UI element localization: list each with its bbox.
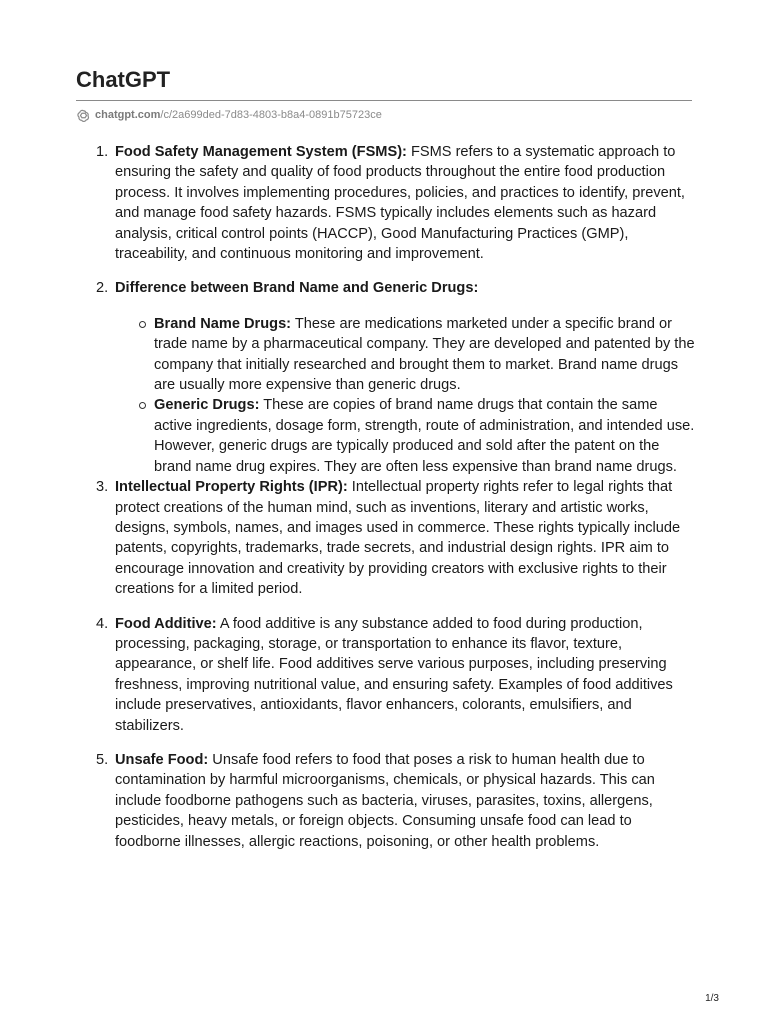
list-item-food-additive <box>96 614 695 736</box>
item-term: Intellectual Property Rights (IPR): <box>115 479 348 496</box>
openai-logo-icon <box>77 109 90 122</box>
item-number: 3. <box>96 479 109 496</box>
item-number: 5. <box>96 751 109 768</box>
item-number: 2. <box>96 280 109 297</box>
list-item-unsafe-food <box>96 750 695 852</box>
item-term: Difference between Brand Name and Generic Drugs: <box>115 280 479 297</box>
sub-item-term: Generic Drugs: <box>154 397 260 414</box>
item-text: Unsafe food refers to food that poses a risk to human health due to contamination by harmful microorganisms, chemicals, or physical hazards. This can include foodborne pathogens such as bacteria, viruses, parasites, toxins, allergens, pesticides, heavy metals, or foreign objects. Consuming unsafe food can lead to foodborne illnesses, allergic reactions, poisoning, or other health problems. <box>115 751 655 850</box>
bullet-list <box>115 314 695 477</box>
sub-item-term: Brand Name Drugs: <box>154 315 292 332</box>
list-item-fsms <box>96 142 695 264</box>
item-term: Unsafe Food: <box>115 751 209 768</box>
item-number: 1. <box>96 144 109 160</box>
item-text: Intellectual property rights refer to legal rights that protect creations of the human mind, such as inventions, literary and artistic works, designs, symbols, names, and images used in commerce. These rights typically include patents, copyrights, trademarks, trade secrets, and industrial design rights. IPR aim to encourage innovation and creativity by providing creators with exclusive rights to their creations for a limited period. <box>115 479 681 598</box>
sub-item-text: These are copies of brand name drugs that contain the same active ingredients, dosage form, strength, route of administration, and intended use. However, generic drugs are typically produced and sold after the patent on the brand name drug expires. They are often less expensive than brand name drugs. <box>154 397 695 475</box>
document-body <box>96 142 695 852</box>
hollow-bullet-icon <box>139 321 146 328</box>
item-term: Food Additive: <box>115 615 217 632</box>
list-item-drugs <box>96 278 695 477</box>
list-item-ipr <box>96 477 695 599</box>
source-link[interactable] <box>77 107 382 123</box>
item-text: A food additive is any substance added to food during production, processing, packaging, storage, or transportation to enhance its flavor, texture, appearance, or shelf life. Food additives serve various purposes, including preserving freshness, improving nutritional value, and ensuring safety. Examples of food additives include preservatives, antioxidants, flavor enhancers, colorants, emulsifiers, and stabilizers. <box>115 615 673 734</box>
sub-item-brand-name-drugs <box>154 314 695 396</box>
title-divider <box>76 100 692 101</box>
sub-item-generic-drugs <box>154 395 695 477</box>
item-text: FSMS refers to a systematic approach to ensuring the safety and quality of food products throughout the entire food production process. It involves implementing procedures, policies, and practices to identify, prevent, and manage food safety hazards. FSMS typically includes elements such as hazard analysis, critical control points (HACCP), Good Manufacturing Practices (GMP), traceability, and continuous monitoring and improvement. <box>115 144 685 263</box>
sub-item-text: These are medications marketed under a specific brand or trade name by a pharmaceutical company. They are developed and patented by the company that initially researched and brought them to market. Brand name drugs are usually more expensive than generic drugs. <box>154 315 695 394</box>
numbered-list <box>96 142 695 852</box>
item-number: 4. <box>96 615 109 632</box>
item-term: Food Safety Management System (FSMS): <box>115 144 407 160</box>
hollow-bullet-icon <box>139 402 146 409</box>
source-domain[interactable]: chatgpt.com <box>95 109 161 121</box>
page-counter: 1/3 <box>705 993 719 1004</box>
page-title: ChatGPT <box>76 67 171 92</box>
source-path[interactable]: /c/2a699ded-7d83-4803-b8a4-0891b75723ce <box>160 109 382 121</box>
